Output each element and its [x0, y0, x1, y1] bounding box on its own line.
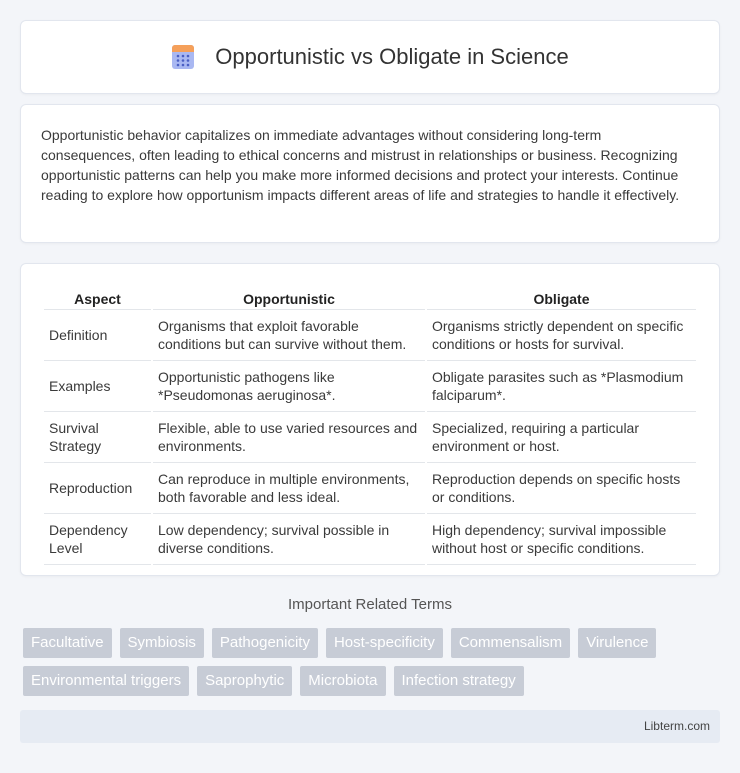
term-tag[interactable]: Infection strategy — [394, 666, 524, 696]
header-opportunistic: Opportunistic — [153, 284, 425, 310]
row-opportunistic: Low dependency; survival possible in diverse conditions. — [153, 514, 425, 565]
term-tag[interactable]: Pathogenicity — [212, 628, 318, 658]
term-tag[interactable]: Environmental triggers — [23, 666, 189, 696]
intro-paragraph: Opportunistic behavior capitalizes on immediate advantages without considering long-term consequences, often leading to ethical concerns and mistrust in relationships or business. Recognizing opportunistic patterns can help you make more informed decisions and protect your interests. Continue reading to explore how opportunism impacts different areas of life and strategies to handle it effectively. — [41, 127, 680, 203]
table-row — [44, 463, 696, 514]
row-opportunistic: Opportunistic pathogens like *Pseudomonas aeruginosa*. — [153, 361, 425, 412]
term-tag[interactable]: Symbiosis — [120, 628, 204, 658]
table-row — [44, 361, 696, 412]
term-tag[interactable]: Commensalism — [451, 628, 570, 658]
related-terms-title: Important Related Terms — [288, 596, 452, 613]
term-tag[interactable]: Microbiota — [300, 666, 385, 696]
calculator-icon — [171, 44, 195, 70]
row-obligate: Organisms strictly dependent on specific conditions or hosts for survival. — [427, 310, 696, 361]
footer — [20, 710, 720, 743]
table-row — [44, 310, 696, 361]
row-obligate: Reproduction depends on specific hosts or conditions. — [427, 463, 696, 514]
table-row — [44, 412, 696, 463]
term-tag[interactable]: Facultative — [23, 628, 112, 658]
row-obligate: Obligate parasites such as *Plasmodium falciparum*. — [427, 361, 696, 412]
row-opportunistic: Organisms that exploit favorable conditions but can survive without them. — [153, 310, 425, 361]
header-card — [20, 20, 720, 94]
header-aspect: Aspect — [44, 284, 151, 310]
term-tag[interactable]: Saprophytic — [197, 666, 292, 696]
related-terms-list — [23, 628, 723, 696]
row-aspect: Dependency Level — [44, 514, 151, 565]
row-aspect: Examples — [44, 361, 151, 412]
comparison-table — [42, 284, 698, 565]
header-obligate: Obligate — [427, 284, 696, 310]
term-tag[interactable]: Virulence — [578, 628, 656, 658]
row-aspect: Survival Strategy — [44, 412, 151, 463]
row-aspect: Definition — [44, 310, 151, 361]
row-opportunistic: Can reproduce in multiple environments, both favorable and less ideal. — [153, 463, 425, 514]
intro-card — [20, 104, 720, 243]
term-tag[interactable]: Host-specificity — [326, 628, 443, 658]
row-obligate: Specialized, requiring a particular environment or host. — [427, 412, 696, 463]
row-opportunistic: Flexible, able to use varied resources and environments. — [153, 412, 425, 463]
row-aspect: Reproduction — [44, 463, 151, 514]
comparison-table-card — [20, 263, 720, 576]
page-title: Opportunistic vs Obligate in Science — [215, 44, 569, 69]
footer-brand-link[interactable]: Libterm.com — [643, 719, 710, 733]
table-header-row — [44, 284, 696, 310]
table-row — [44, 514, 696, 565]
row-obligate: High dependency; survival impossible without host or specific conditions. — [427, 514, 696, 565]
